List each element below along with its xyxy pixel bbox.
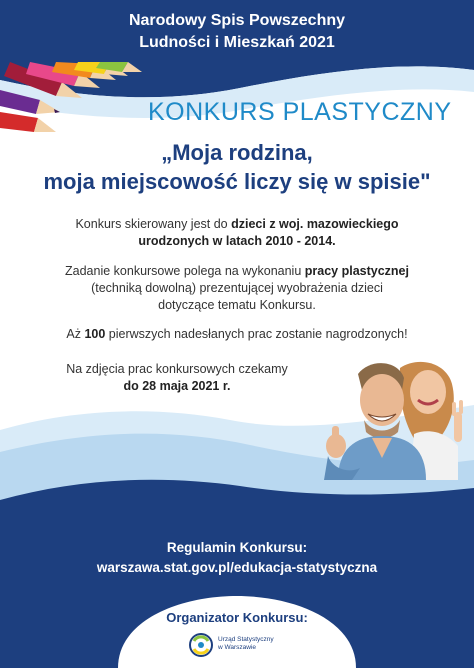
statistical-office-logo [188,632,298,660]
census-title-line2: Ludności i Mieszkań 2021 [139,34,335,51]
task-line2: (techniką dowolną) prezentującej wyobrażenia dzieci [91,281,383,295]
headline-line2: moja miejscowość liczy się w spisie" [43,169,431,194]
census-title [0,10,474,54]
family-photo [318,350,474,480]
contest-headline [0,138,474,196]
census-title-line1: Narodowy Spis Powszechny [128,12,346,29]
eligibility-text: Konkurs skierowany jest do [75,217,232,231]
headline-line1: „Moja rodzina, [161,140,313,165]
pencil-red [0,112,56,132]
prizes-suffix: pierwszych nadesłanych prac zostanie nagrodzonych! [105,327,408,341]
eligibility-region: dzieci z woj. mazowieckiego [231,217,399,231]
rules-url-link[interactable]: warszawa.stat.gov.pl/edukacja-statystyczna [96,560,378,575]
task-paragraph [0,263,474,314]
logo-line1: Urząd Statystyczny [218,636,274,643]
rules-label: Regulamin Konkursu: [166,540,308,555]
task-line3: dotyczące tematu Konkursu. [158,298,316,312]
eligibility-years: urodzonych w latach 2010 - 2014. [138,234,336,248]
eligibility-paragraph [0,216,474,250]
statistical-office-name [218,636,274,652]
logo-line2: w Warszawie [218,644,257,651]
deadline-text: Na zdjęcia prac konkursowych czekamy [66,362,288,376]
deadline-date: do 28 maja 2021 r. [123,379,231,393]
task-artwork: pracy plastycznej [304,264,409,278]
prizes-prefix: Aż [66,327,85,341]
contest-title: KONKURS PLASTYCZNY [148,98,452,126]
task-text: Zadanie konkursowe polega na wykonaniu [65,264,305,278]
prizes-paragraph [0,326,474,343]
prizes-count: 100 [84,327,106,341]
organizer-label: Organizator Konkursu: [166,610,308,625]
statistical-office-logo-icon [188,632,214,658]
